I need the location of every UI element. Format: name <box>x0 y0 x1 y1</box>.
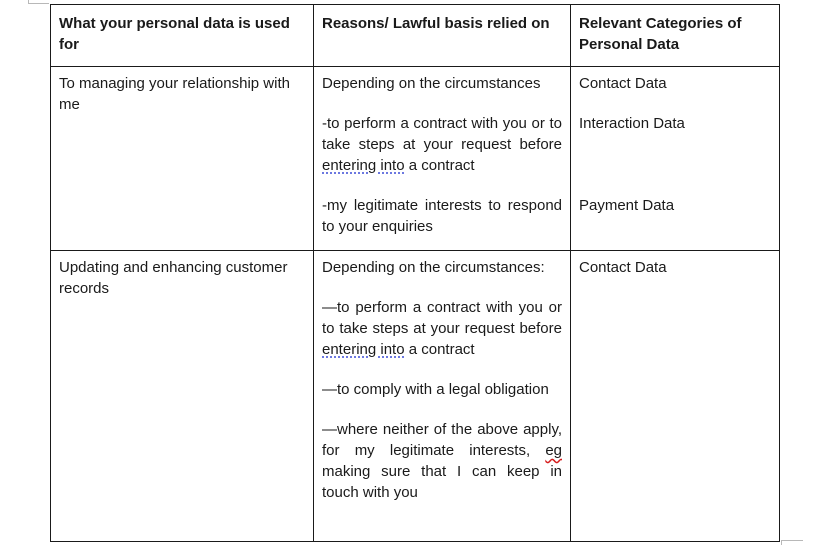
header-purpose: What your personal data is used for <box>51 5 314 67</box>
category-item: Contact Data <box>579 75 667 92</box>
basis-intro: Depending on the circumstances: <box>322 259 545 276</box>
header-categories: Relevant Categories of Personal Data <box>571 5 780 67</box>
basis-contract-paragraph: -to perform a contract with you or to take steps at your request before entering into a contract <box>322 115 562 174</box>
basis-intro: Depending on the circumstances <box>322 75 541 92</box>
categories-cell <box>571 251 780 542</box>
table-row <box>51 251 780 542</box>
table-row <box>51 67 780 251</box>
purpose-cell <box>51 251 314 542</box>
spelling-flag-word: eg <box>545 442 562 459</box>
lawful-basis-cell <box>314 67 571 251</box>
basis-legal-obligation-paragraph: —to comply with a legal obligation <box>322 381 549 398</box>
purpose-text: Updating and enhancing customer records <box>59 259 288 297</box>
basis-interests-paragraph: -my legitimate interests to respond to your enquiries <box>322 197 562 235</box>
purpose-cell <box>51 67 314 251</box>
purpose-text: To managing your relationship with me <box>59 75 290 113</box>
grammar-flag-phrase: entering into <box>322 157 405 174</box>
categories-cell <box>571 67 780 251</box>
table-header-row <box>51 5 780 67</box>
basis-legitimate-interests-paragraph: —where neither of the above apply, for my legitimate interests, eg making sure that I can keep in touch with you <box>322 421 562 501</box>
basis-contract-paragraph: —to perform a contract with you or to take steps at your request before entering into a contract <box>322 299 562 358</box>
header-lawful-basis: Reasons/ Lawful basis relied on <box>314 5 571 67</box>
category-item: Payment Data <box>579 197 675 214</box>
personal-data-table <box>50 4 780 542</box>
page-corner-mark-top <box>28 0 49 4</box>
category-item: Interaction Data <box>579 115 685 132</box>
lawful-basis-cell <box>314 251 571 542</box>
category-item: Contact Data <box>579 259 667 276</box>
grammar-flag-phrase: entering into <box>322 341 405 358</box>
